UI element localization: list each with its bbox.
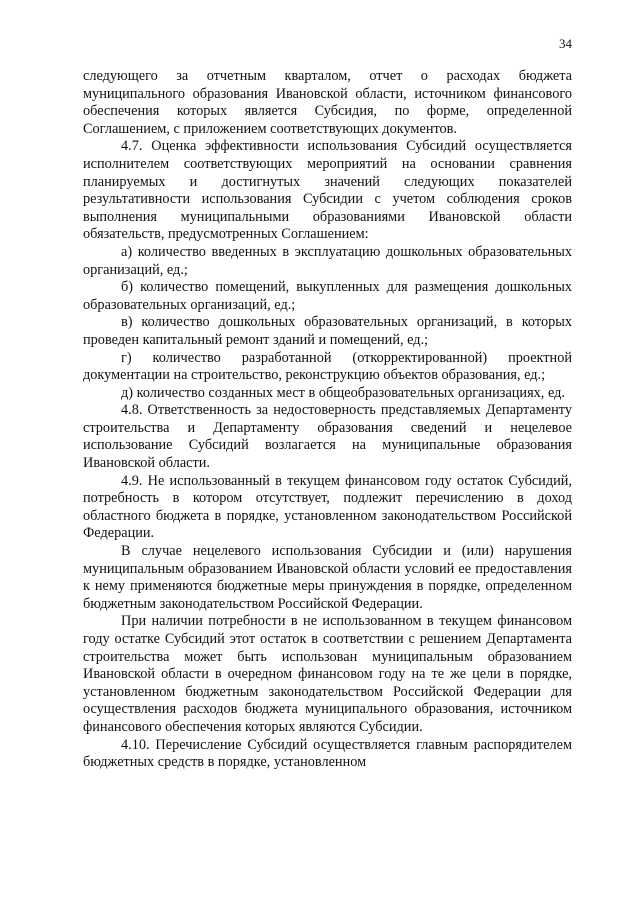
paragraph-remaining-balance: При наличии потребности в не использованном в текущем финансовом году остатке Субсидий этот остаток в соответствии с решением Департамента строительства может быть использован муниципальным образованием Ивановской области в очередном финансовом году на те же цели в порядке, установленном бюджетным законодательством Российской Федерации для осуществления расходов бюджета муниципального образования, источником финансового обеспечения которых являются Субсидии.	[83, 613, 572, 735]
paragraph-4-9: 4.9. Не использованный в текущем финансовом году остаток Субсидий, потребность в котором отсутствует, подлежит перечислению в доход областного бюджета в порядке, установленном законодательством Российской Федерации.	[83, 472, 572, 542]
list-item-a: а) количество введенных в эксплуатацию дошкольных образовательных организаций, ед.;	[83, 243, 572, 278]
list-item-v: в) количество дошкольных образовательных организаций, в которых проведен капитальный ремонт зданий и помещений, ед.;	[83, 314, 572, 348]
paragraph-report-continuation: следующего за отчетным кварталом, отчет о расходах бюджета муниципального образования Ивановской области, источником финансового обеспечения которых является Субсидия, по форме, определенной Соглашением, с приложением соответствующих документов.	[83, 68, 572, 137]
paragraph-4-7: 4.7. Оценка эффективности использования Субсидий осуществляется исполнителем соответствующих мероприятий на основании сравнения планируемых и достигнутых значений следующих показателей результативности использования Субсидии с учетом соблюдения сроков выполнения муниципальными образованиями Ивановской области обязательств, предусмотренных Соглашением:	[83, 138, 572, 243]
paragraph-4-10: 4.10. Перечисление Субсидий осуществляется главным распорядителем бюджетных средств в порядке, установленном	[83, 736, 572, 771]
list-item-g: г) количество разработанной (откорректированной) проектной документации на строительство, реконструкцию объектов образования, ед.;	[83, 349, 572, 384]
paragraph-misuse: В случае нецелевого использования Субсидии и (или) нарушения муниципальным образованием Ивановской области условий ее предоставления к нему применяются бюджетные меры принуждения в порядке, определенном бюджетным законодательством Российской Федерации.	[83, 543, 572, 612]
paragraph-4-8: 4.8. Ответственность за недостоверность представляемых Департаменту строительства и Департаменту образования сведений и нецелевое использование Субсидий возлагается на муниципальные образования Ивановской области.	[83, 402, 572, 472]
list-item-d: д) количество созданных мест в общеобразовательных организациях, ед.	[121, 384, 565, 401]
page-number: 34	[559, 36, 572, 51]
document-body	[83, 68, 572, 772]
list-item-b: б) количество помещений, выкупленных для размещения дошкольных образовательных организаций, ед.;	[83, 279, 572, 313]
